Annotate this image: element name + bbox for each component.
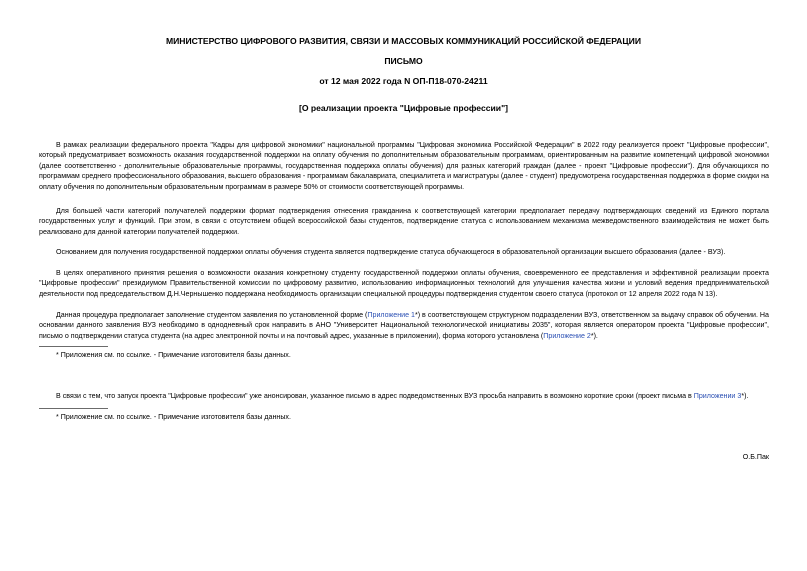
footnote-2: * Приложение см. по ссылке. - Примечание изготовителя базы данных. (56, 413, 291, 421)
paragraph-2: Для большей части категорий получателей поддержки формат подтверждения отнесения гражданина к соответствующей категории предполагает передачу подтверждающих сведений из Единого портала государственных услуг и функций. При этом, в связи с отсутствием общей всероссийской базы студентов, подтверждение статуса с использованием механизма межведомственного взаимодействия не может быть реализовано для данной категории получателей поддержки. (39, 207, 769, 236)
appendix-1-link[interactable]: Приложение 1 (367, 311, 415, 319)
paragraph-6-text-a: В связи с тем, что запуск проекта "Цифровые профессии" уже анонсирован, указанное письмо в адрес подведомственных ВУЗ просьба направить в возможно короткие сроки (проект письма в (56, 392, 694, 400)
signature: О.Б.Пак (742, 453, 769, 461)
paragraph-5-text-b: *) в соответствующем структурном подразделении ВУЗ, ответственном за выдачу справок об обучении. На основании данного заявления ВУЗ необходимо в однодневный срок направить в АНО "Университет Национальной технологической инициативы 2035", которая является оператором проекта "Цифровые профессии", письмо о подтверждении статуса студента (на адрес электронной почты и на почтовый адрес, указанные в приложении), форма которого установлена ( (39, 311, 769, 340)
paragraph-3: Основанием для получения государственной поддержки оплаты обучения студента является подтверждение статуса обучающегося в образовательной организации высшего образования (далее - ВУЗ). (56, 248, 726, 256)
document-subject: [О реализации проекта "Цифровые профессии"] (298, 103, 509, 113)
footnote-divider-1 (39, 346, 108, 347)
paragraph-6-text-b: *). (741, 392, 749, 400)
appendix-2-link[interactable]: Приложение 2 (543, 331, 591, 340)
paragraph-5-text-c: *). (590, 331, 598, 340)
paragraph-4: В целях оперативного принятия решения о возможности оказания конкретному студенту государственной поддержки оплаты обучения, своевременного ее представления и эффективной реализации проекта "Цифровые профессии" президиумом Правительственной комиссии по цифровому развитию, использованию информационных технологий для улучшения качества жизни и условий ведения предпринимательской деятельности под председательством Д.Н.Чернышенко поддержана необходимость организации специальной процедуры подтверждения студентом своего статуса (протокол от 12 апреля 2022 года N 13). (39, 269, 769, 298)
paragraph-5 (39, 310, 769, 341)
paragraph-5-text-a: Данная процедура предполагает заполнение студентом заявления по установленной форме ( (56, 311, 368, 319)
footnote-divider-2 (39, 408, 108, 409)
document-date-number: от 12 мая 2022 года N ОП-П18-070-24211 (319, 76, 488, 86)
paragraph-1: В рамках реализации федерального проекта "Кадры для цифровой экономики" национальной программы "Цифровая экономика Российской Федерации" в 2022 году реализуется проект "Цифровые профессии", который предусматривает возможность оказания государственной поддержки на оплату обучения по дополнительным образовательным программам, ориентированным на развитие компетенций цифровой экономики (далее соответственно - дополнительные образовательные программы, государственная поддержка оплаты обучения) для разных категорий граждан (далее - проект "Цифровые профессии"). Для обучающихся по программам среднего профессионального образования, высшего образования - программам бакалавриата, специалитета и магистратуры (далее - студент) предусмотрена государственная поддержка в форме скидки на оплату обучения по дополнительным образовательным программам в размере 50% от стоимости соответствующей программы. (39, 141, 769, 191)
document-type: ПИСЬМО (384, 56, 423, 66)
footnote-1: * Приложения см. по ссылке. - Примечание изготовителя базы данных. (56, 351, 291, 359)
ministry-title: МИНИСТЕРСТВО ЦИФРОВОГО РАЗВИТИЯ, СВЯЗИ И МАССОВЫХ КОММУНИКАЦИЙ РОССИЙСКОЙ ФЕДЕРАЦИИ (165, 36, 642, 46)
appendix-3-link[interactable]: Приложении 3 (693, 392, 742, 400)
paragraph-6 (39, 391, 769, 401)
